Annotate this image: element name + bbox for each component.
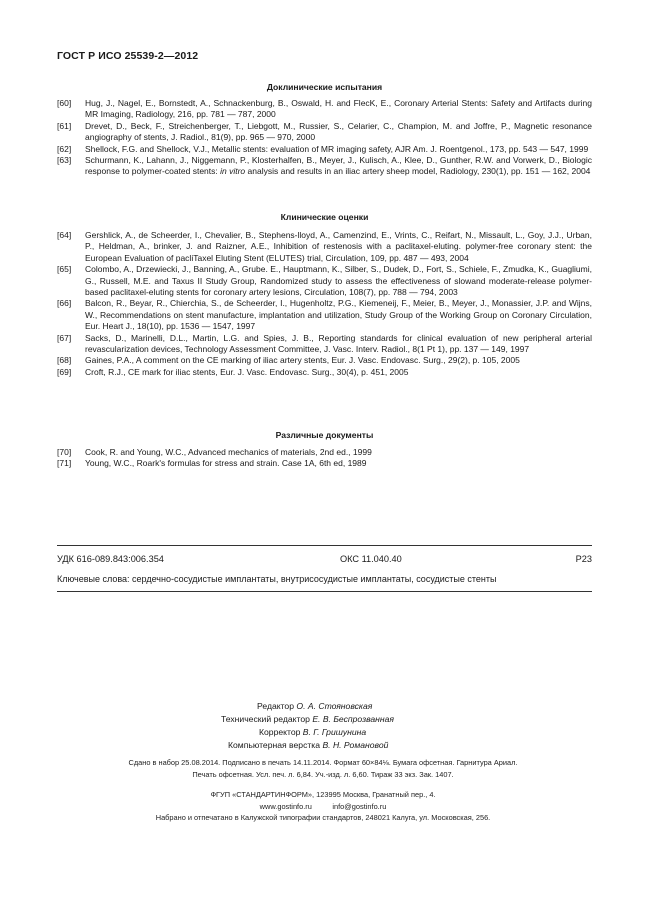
reference-number: [62] [57,143,72,154]
reference-number: [65] [57,264,72,275]
imprint-line: Сдано в набор 25.08.2014. Подписано в печать 14.11.2014. Формат 60×84⅛. Бумага офсетная. Гарнитура Ариал. [128,758,518,767]
reference-item [57,264,592,298]
imprint-line: Печать офсетная. Усл. печ. л. 6,84. Уч.-изд. л. 6,60. Тираж 33 экз. Зак. 1407. [192,769,454,779]
credit-proofreader [0,726,646,739]
reference-number: [61] [57,120,72,131]
credit-person: Е. В. Беспрозванная [312,714,394,724]
credit-role: Редактор [257,701,294,711]
reference-number: [64] [57,230,72,240]
classification-row [57,554,592,566]
reference-number: [60] [57,98,72,108]
reference-text: Gershlick, A., de Scheerder, I., Chevalier, B., Stephens-lloyd, A., Camenzind, E., Vrints, C., Reifart, N., Missault, L., Goy, J.J., Urban, P., Heldman, A., brinker, J. and Raizner, A.E., Inhibition of restenosis with a paclitaxel-eluting. polymer-free coronary stent: the European Evaluation of pacliTaxel Eluting Stent (ELUTES) trial, Circulation, 109, pp. 487 — 493, 2004 [85,230,592,263]
credits-block [0,700,646,752]
reference-list-clinical [57,230,592,378]
divider-top [57,545,592,546]
reference-number: [63] [57,155,72,166]
credit-person: О. А. Стояновская [296,701,373,711]
reference-list-preclinical [57,98,592,178]
imprint-block [60,757,586,780]
reference-item [57,98,592,121]
reference-text: Hug, J., Nagel, E., Bornstedt, A., Schnackenburg, B., Oswald, H. and FlecK, E., Coronary Arterial Stents: Safety and Artifacts during MR Imaging, Radiology, 216, pp. 781 — 787, 2000 [85,98,592,120]
keywords: Ключевые слова: сердечно-сосудистые имплантаты, внутрисосудистые имплантаты, сосудистые стенты [57,574,497,584]
reference-item [57,144,592,155]
reference-item [57,121,592,144]
section-title-preclinical: Доклинические испытания [266,82,383,92]
reference-number: [68] [57,355,72,366]
reference-item [57,367,592,378]
credit-person: В. Н. Романовой [322,740,389,750]
standard-id: ГОСТ Р ИСО 25539-2—2012 [57,50,199,62]
publisher-line: www.gostinfo.ru info@gostinfo.ru [259,801,387,811]
reference-number: [67] [57,332,72,343]
credit-layout [0,739,646,752]
reference-item [57,458,592,469]
udk-code: УДК 616-089.843:006.354 [57,554,164,564]
reference-text: Schurmann, K., Lahann, J., Niggemann, P., Klosterhalfen, B., Meyer, J., Kulisch, A., Klee, D., Gunther, R.W. and Vorwerk, D., Biologic response to polymer-coated stents: [85,155,592,177]
divider-bottom [57,591,592,592]
credit-role: Компьютерная верстка [228,740,321,750]
reference-text: Drevet, D., Beck, F., Streichenberger, T., Liebgott, M., Russier, S., Celarier, C., Champion, M. and Joffre, P., Magnetic resonance angiography of stents, J. Radiol., 81(9), pp. 965 — 970, 2000 [85,120,592,143]
credit-role: Технический редактор [221,714,310,724]
reference-number: [66] [57,298,72,309]
reference-number: [71] [57,458,72,469]
section-title-misc: Различные документы [275,430,374,440]
credit-person: В. Г. Гришунина [302,727,367,737]
reference-text: Croft, R.J., CE mark for iliac stents, Eur. J. Vasc. Endovasc. Surg., 30(4), p. 451, 2005 [85,366,409,377]
reference-text: Shellock, F.G. and Shellock, V.J., Metallic stents: evaluation of MR imaging safety, AJR Am. J. Roentgenol., 173, pp. 543 — 547, 1999 [85,143,589,154]
category-code: Р23 [575,554,592,564]
publisher-line: ФГУП «СТАНДАРТИНФОРМ», 123995 Москва, Гранатный пер., 4. [210,790,436,799]
reference-text: Cook, R. and Young, W.C., Advanced mechanics of materials, 2nd ed., 1999 [85,447,372,457]
section-title-clinical: Клинические оценки [280,212,369,222]
reference-item [57,333,592,356]
reference-text: Balcon, R., Beyar, R., Chierchia, S., de Scheerder, I., Hugenholtz, P.G., Kiemeneij, F., Meier, B., Meyer, J., Monassier, J.P. and Wijns, W., Recommendations on stent manufacture, implantation and utilization, Study Group of the Working Group on Coronary Circulation, Eur. Heart J., 18(10), pp. 1536 — 1547, 1997 [85,298,592,332]
publisher-block [60,789,586,824]
reference-number: [70] [57,447,72,457]
reference-text: Colombo, A., Drzewiecki, J., Banning, A., Grube. E., Hauptmann, K., Silber, S., Dudek, D., Fort, S., Schiele, F., Zmudka, K., Guagliumi, G., Russell, M.E. and Taxus II Study Group, Randomized study to assess the effectiveness of slowand moderate-release polymer-based paclitaxel-eluting stents for coronary artery lesions, Circulation, 108(7), pp. 788 — 794, 2003 [85,264,592,298]
oks-code: ОКС 11.040.40 [340,554,402,564]
reference-item [57,155,592,178]
reference-number: [69] [57,366,72,377]
credit-editor [0,700,646,713]
reference-list-misc [57,447,592,470]
reference-text: Young, W.C., Roark's formulas for stress and strain. Case 1A, 6th ed, 1989 [85,458,367,469]
publisher-line: Набрано и отпечатано в Калужской типографии стандартов, 248021 Калуга, ул. Московская, 256. [155,813,491,823]
reference-text: Sacks, D., Marinelli, D.L., Martin, L.G. and Spies, J. B., Reporting standards for clinical evaluation of new peripheral arterial revascularization devices, Technology Assessment Committee, J. Vasc. Interv. Radiol., 8(1 Pt 1), pp. 137 — 149, 1997 [85,332,592,355]
reference-item [57,355,592,366]
credit-tech-editor [0,713,646,726]
reference-item [57,230,592,264]
reference-text: analysis and results in an iliac artery sheep model, Radiology, 230(1), pp. 151 — 162, 2004 [245,166,591,177]
reference-text-italic: in vitro [220,166,246,177]
reference-item [57,298,592,332]
credit-role: Корректор [259,727,301,737]
reference-item [57,447,592,458]
reference-text: Gaines, P.A., A comment on the CE marking of iliac artery stents, Eur. J. Vasc. Endovasc. Surg., 29(2), p. 105, 2005 [85,355,520,366]
